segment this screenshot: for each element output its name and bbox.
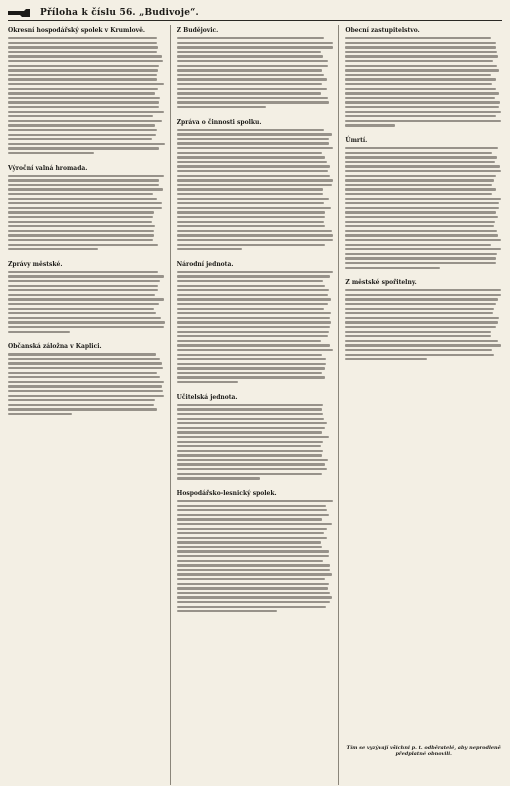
- text-line: [177, 578, 325, 580]
- text-line: [177, 344, 331, 346]
- text-line: [177, 184, 332, 186]
- text-line: [177, 60, 328, 62]
- text-line: [177, 413, 323, 415]
- article-gap: [177, 111, 334, 117]
- text-line: [345, 156, 497, 158]
- text-line: [8, 244, 158, 246]
- text-line: [8, 143, 165, 145]
- text-line: [177, 317, 330, 319]
- text-line: [8, 124, 155, 126]
- text-line: [8, 42, 157, 44]
- text-line: [177, 142, 330, 144]
- text-line: [345, 221, 495, 223]
- text-line: [345, 97, 495, 99]
- text-line: [177, 198, 329, 200]
- text-line: [345, 124, 395, 126]
- text-line: [177, 275, 330, 277]
- text-line: [177, 583, 329, 585]
- text-line: [345, 55, 497, 57]
- text-line: [177, 147, 334, 149]
- text-line: [345, 170, 500, 172]
- text-line: [177, 596, 332, 598]
- text-line: [345, 344, 500, 346]
- text-line: [177, 606, 326, 608]
- text-line: [345, 211, 495, 213]
- text-line: [8, 390, 163, 392]
- text-line: [177, 431, 322, 433]
- text-line: [177, 363, 326, 365]
- text-line: [345, 335, 490, 337]
- text-line: [8, 60, 163, 62]
- text-line: [177, 564, 331, 566]
- text-line: [177, 188, 324, 190]
- text-line: [177, 193, 323, 195]
- text-line: [177, 83, 322, 85]
- article-headline: Učitelská jednota.: [176, 393, 238, 401]
- text-line: [8, 97, 160, 99]
- text-line: [345, 294, 500, 296]
- article-body: [8, 37, 165, 154]
- text-line: [8, 331, 70, 333]
- text-line: [177, 225, 325, 227]
- text-line: [177, 518, 323, 520]
- text-line: [8, 230, 154, 232]
- text-line: [345, 65, 497, 67]
- text-line: [8, 367, 163, 369]
- text-line: [8, 51, 157, 53]
- text-line: [8, 202, 162, 204]
- text-line: [177, 129, 325, 131]
- text-line: [177, 541, 322, 543]
- text-line: [177, 133, 332, 135]
- text-line: [177, 445, 322, 447]
- text-line: [8, 175, 164, 177]
- text-line: [177, 179, 333, 181]
- article-gap: [8, 253, 165, 259]
- text-line: [8, 184, 159, 186]
- text-line: [345, 193, 492, 195]
- text-line: [177, 42, 333, 44]
- page-title: Příloha k číslu 56. „Budivoje“.: [40, 8, 199, 18]
- article-body: [177, 37, 334, 108]
- text-line: [345, 321, 497, 323]
- article-headline: Okresní hospodářský spolek v Krumlově.: [8, 27, 146, 34]
- article-headline: Hospodářsko-lesnický spolek.: [176, 489, 277, 497]
- text-line: [345, 340, 498, 342]
- text-line: [8, 239, 153, 241]
- text-line: [177, 404, 323, 406]
- text-line: [345, 354, 493, 356]
- text-line: [177, 592, 330, 594]
- text-line: [8, 280, 160, 282]
- text-line: [177, 271, 333, 273]
- text-line: [8, 321, 165, 323]
- text-line: [177, 202, 325, 204]
- text-line: [177, 528, 328, 530]
- text-line: [8, 138, 152, 140]
- article-body: [177, 129, 334, 251]
- text-line: [177, 51, 321, 53]
- text-line: [177, 37, 325, 39]
- text-line: [345, 106, 499, 108]
- text-line: [177, 152, 323, 154]
- article-headline: Výroční valná hromada.: [8, 164, 88, 172]
- text-line: [177, 303, 328, 305]
- text-line: [8, 88, 158, 90]
- text-line: [345, 358, 426, 360]
- text-line: [8, 120, 162, 122]
- article-gap: [345, 129, 502, 135]
- text-line: [8, 362, 162, 364]
- text-line: [8, 275, 164, 277]
- text-line: [345, 161, 494, 163]
- text-line: [345, 289, 501, 291]
- text-line: [8, 303, 159, 305]
- pointing-hand-icon: [8, 8, 34, 18]
- text-line: [177, 321, 331, 323]
- text-line: [177, 239, 333, 241]
- text-line: [345, 349, 491, 351]
- article-body: [345, 289, 502, 360]
- text-line: [177, 165, 330, 167]
- text-line: [8, 317, 161, 319]
- text-line: [8, 134, 156, 136]
- text-line: [8, 225, 155, 227]
- text-line: [177, 101, 330, 103]
- text-line: [8, 381, 164, 383]
- text-line: [177, 468, 327, 470]
- text-line: [177, 514, 329, 516]
- text-line: [177, 65, 329, 67]
- text-line: [177, 230, 332, 232]
- text-line: [345, 115, 495, 117]
- text-line: [177, 367, 326, 369]
- text-line: [177, 161, 327, 163]
- article-gap: [8, 335, 165, 341]
- article-gap: [177, 386, 334, 392]
- text-line: [345, 175, 496, 177]
- text-line: [345, 244, 490, 246]
- text-line: [177, 156, 325, 158]
- text-line: [177, 175, 331, 177]
- text-line: [177, 573, 332, 575]
- text-line: [345, 152, 492, 154]
- article-headline: Zpráva o činnosti spolku.: [176, 118, 262, 126]
- text-line: [345, 60, 492, 62]
- text-line: [8, 211, 154, 213]
- text-line: [345, 198, 500, 200]
- text-line: [8, 298, 164, 300]
- text-line: [345, 147, 498, 149]
- text-line: [345, 308, 494, 310]
- column-1: [8, 25, 171, 785]
- text-line: [177, 138, 329, 140]
- article-body: [345, 37, 502, 127]
- text-line: [177, 340, 321, 342]
- text-line: [177, 349, 333, 351]
- text-line: [8, 248, 98, 250]
- text-line: [345, 42, 496, 44]
- text-line: [177, 459, 328, 461]
- text-line: [177, 207, 331, 209]
- text-line: [345, 120, 501, 122]
- text-line: [177, 546, 322, 548]
- text-line: [177, 441, 323, 443]
- text-line: [345, 326, 495, 328]
- article-headline: Z městské spořitelny.: [345, 279, 417, 287]
- text-line: [8, 271, 158, 273]
- text-line: [177, 505, 326, 507]
- text-line: [345, 230, 497, 232]
- text-line: [177, 523, 332, 525]
- text-line: [177, 372, 323, 374]
- text-line: [345, 101, 499, 103]
- text-line: [177, 69, 322, 71]
- text-line: [177, 601, 330, 603]
- text-line: [8, 78, 157, 80]
- article-headline: Občanská záložna v Kaplici.: [8, 343, 102, 351]
- text-line: [345, 225, 493, 227]
- text-line: [8, 294, 155, 296]
- text-line: [177, 537, 327, 539]
- text-line: [177, 422, 327, 424]
- text-line: [8, 46, 158, 48]
- text-line: [177, 211, 325, 213]
- text-line: [8, 129, 157, 131]
- text-line: [177, 216, 326, 218]
- text-line: [177, 88, 327, 90]
- text-line: [8, 69, 158, 71]
- article-headline: Úmrtí.: [345, 136, 368, 144]
- text-line: [345, 331, 490, 333]
- article-headline: Národní jednota.: [176, 260, 234, 268]
- text-line: [8, 358, 160, 360]
- text-line: [177, 46, 334, 48]
- text-line: [345, 78, 496, 80]
- text-line: [177, 308, 325, 310]
- text-line: [8, 101, 159, 103]
- article-body: [177, 271, 334, 384]
- text-line: [177, 280, 324, 282]
- text-line: [177, 285, 325, 287]
- text-line: [8, 404, 154, 406]
- text-line: [177, 550, 329, 552]
- text-line: [177, 381, 239, 383]
- text-line: [345, 74, 491, 76]
- text-line: [177, 74, 324, 76]
- text-line: [8, 55, 162, 57]
- text-line: [177, 454, 322, 456]
- article-headline: Obecní zastupitelstvo.: [345, 27, 420, 34]
- text-line: [8, 326, 164, 328]
- article-headline: Z Budějovic.: [176, 27, 219, 34]
- text-line: [177, 97, 328, 99]
- text-line: [177, 408, 323, 410]
- text-line: [345, 202, 499, 204]
- text-line: [345, 188, 496, 190]
- text-line: [345, 207, 499, 209]
- column-2: [177, 25, 340, 785]
- text-line: [177, 106, 266, 108]
- text-line: [8, 74, 157, 76]
- text-line: [8, 92, 155, 94]
- text-line: [345, 253, 496, 255]
- text-line: [177, 450, 323, 452]
- text-line: [177, 92, 321, 94]
- text-line: [345, 165, 500, 167]
- page-header: [8, 6, 502, 21]
- text-line: [177, 587, 328, 589]
- text-line: [8, 372, 157, 374]
- article-gap: [177, 482, 334, 488]
- text-line: [345, 234, 498, 236]
- text-line: [8, 152, 94, 154]
- text-line: [177, 335, 328, 337]
- text-line: [8, 37, 157, 39]
- text-line: [8, 395, 164, 397]
- text-line: [8, 115, 153, 117]
- text-line: [8, 399, 155, 401]
- text-line: [177, 376, 325, 378]
- text-line: [345, 83, 491, 85]
- text-line: [345, 184, 491, 186]
- article-gap: [8, 157, 165, 163]
- text-line: [8, 106, 159, 108]
- text-line: [345, 239, 500, 241]
- text-line: [345, 262, 496, 264]
- text-line: [8, 147, 159, 149]
- text-line: [8, 188, 163, 190]
- text-line: [177, 248, 243, 250]
- text-line: [177, 509, 327, 511]
- text-line: [177, 289, 330, 291]
- text-line: [177, 358, 327, 360]
- text-line: [177, 473, 322, 475]
- text-line: [8, 308, 154, 310]
- text-line: [8, 289, 158, 291]
- text-line: [177, 436, 330, 438]
- text-line: [177, 170, 328, 172]
- text-line: [8, 111, 164, 113]
- text-line: [8, 207, 162, 209]
- text-line: [177, 569, 330, 571]
- text-line: [8, 285, 158, 287]
- text-line: [8, 353, 156, 355]
- text-line: [177, 555, 329, 557]
- text-line: [8, 385, 162, 387]
- text-line: [345, 257, 495, 259]
- text-line: [345, 312, 493, 314]
- text-line: [8, 413, 72, 415]
- text-line: [177, 418, 324, 420]
- article-body: [177, 404, 334, 480]
- text-line: [345, 51, 497, 53]
- text-line: [345, 216, 497, 218]
- text-line: [8, 179, 159, 181]
- text-line: [8, 216, 153, 218]
- column-3: [345, 25, 502, 785]
- text-line: [177, 427, 325, 429]
- article-gap: [345, 271, 502, 277]
- text-line: [345, 267, 439, 269]
- text-line: [345, 37, 491, 39]
- article-body: [8, 353, 165, 415]
- text-line: [177, 354, 322, 356]
- text-line: [345, 298, 498, 300]
- text-line: [345, 92, 499, 94]
- text-line: [8, 376, 160, 378]
- text-line: [8, 193, 153, 195]
- text-line: [177, 78, 327, 80]
- text-line: [177, 298, 331, 300]
- text-line: [345, 303, 496, 305]
- text-line: [345, 88, 495, 90]
- text-line: [345, 111, 501, 113]
- text-line: [177, 294, 328, 296]
- text-line: [177, 221, 324, 223]
- text-line: [177, 326, 330, 328]
- text-line: [177, 532, 324, 534]
- text-line: [345, 317, 499, 319]
- text-line: [177, 560, 323, 562]
- text-line: [8, 198, 157, 200]
- text-line: [345, 46, 495, 48]
- text-line: [177, 331, 330, 333]
- text-line: [345, 69, 498, 71]
- article-body: [345, 147, 502, 269]
- article-body: [177, 500, 334, 613]
- text-line: [8, 408, 157, 410]
- article-body: [8, 175, 165, 251]
- text-line: [8, 221, 152, 223]
- text-line: [177, 312, 331, 314]
- text-line: [8, 65, 159, 67]
- text-line: [8, 234, 154, 236]
- text-line: [8, 312, 156, 314]
- text-line: [177, 55, 324, 57]
- text-line: [177, 500, 333, 502]
- article-body: [8, 271, 165, 333]
- text-line: [177, 234, 333, 236]
- article-headline: Zprávy městské.: [8, 260, 63, 268]
- text-line: [345, 179, 494, 181]
- text-line: [177, 244, 325, 246]
- text-line: [8, 83, 164, 85]
- text-line: [177, 463, 325, 465]
- text-line: [177, 477, 261, 479]
- text-line: [345, 248, 501, 250]
- article-gap: [177, 253, 334, 259]
- subscription-notice: Tím se vyzývají všichni p. t. odběratelé, aby neprodleně předplatné obnovili.: [346, 745, 501, 757]
- text-line: [177, 610, 278, 612]
